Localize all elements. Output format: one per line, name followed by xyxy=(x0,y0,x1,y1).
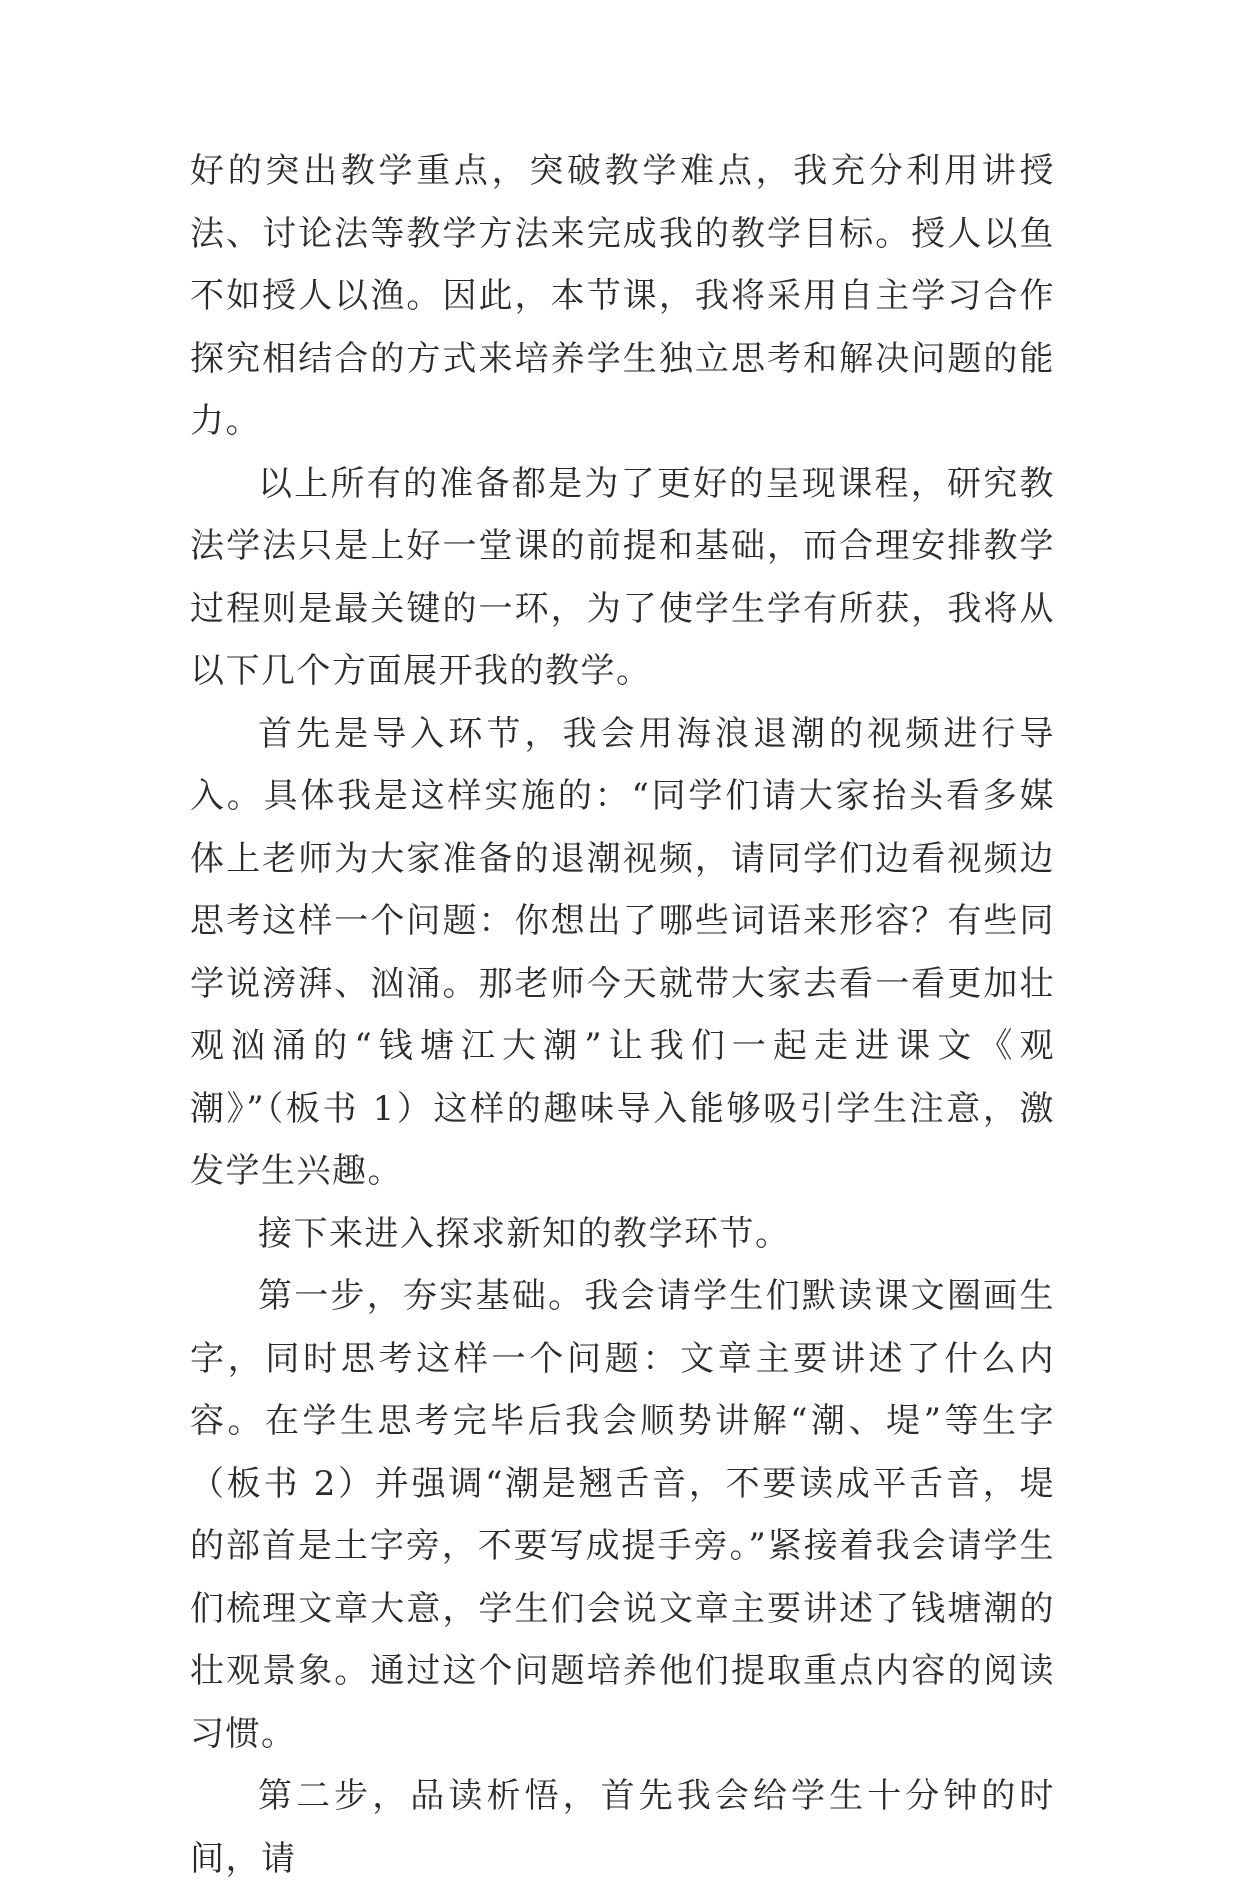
document-body xyxy=(190,140,1055,1890)
paragraph: 第一步，夯实基础。我会请学生们默读课文圈画生字，同时思考这样一个问题：文章主要讲述了什么内容。在学生思考完毕后我会顺势讲解“潮、堤”等生字（板书 2）并强调“潮是翘舌音，不要读成平舌音，堤的部首是土字旁，不要写成提手旁。”紧接着我会请学生们梳理文章大意，学生们会说文章主要讲述了钱塘潮的壮观景象。通过这个问题培养他们提取重点内容的阅读习惯。 xyxy=(190,1276,1055,1754)
paragraph: 首先是导入环节，我会用海浪退潮的视频进行导入。具体我是这样实施的：“同学们请大家抬头看多媒体上老师为大家准备的退潮视频，请同学们边看视频边思考这样一个问题：你想出了哪些词语来形容？有些同学说滂湃、汹涌。那老师今天就带大家去看一看更加壮观汹涌的“钱塘江大潮”让我们一起走进课文《观潮》”（板书 1）这样的趣味导入能够吸引学生注意，激发学生兴趣。 xyxy=(190,713,1055,1191)
paragraph: 接下来进入探求新知的教学环节。 xyxy=(258,1213,791,1254)
paragraph: 好的突出教学重点，突破教学难点，我充分利用讲授法、讨论法等教学方法来完成我的教学目标。授人以鱼不如授人以渔。因此，本节课，我将采用自主学习合作探究相结合的方式来培养学生独立思考和解决问题的能力。 xyxy=(190,151,1055,441)
paragraph: 以上所有的准备都是为了更好的呈现课程，研究教法学法只是上好一堂课的前提和基础，而合理安排教学过程则是最关键的一环，为了使学生学有所获，我将从以下几个方面展开我的教学。 xyxy=(190,463,1055,691)
paragraph: 第二步，品读析悟，首先我会给学生十分钟的时间，请 xyxy=(190,1776,1055,1879)
